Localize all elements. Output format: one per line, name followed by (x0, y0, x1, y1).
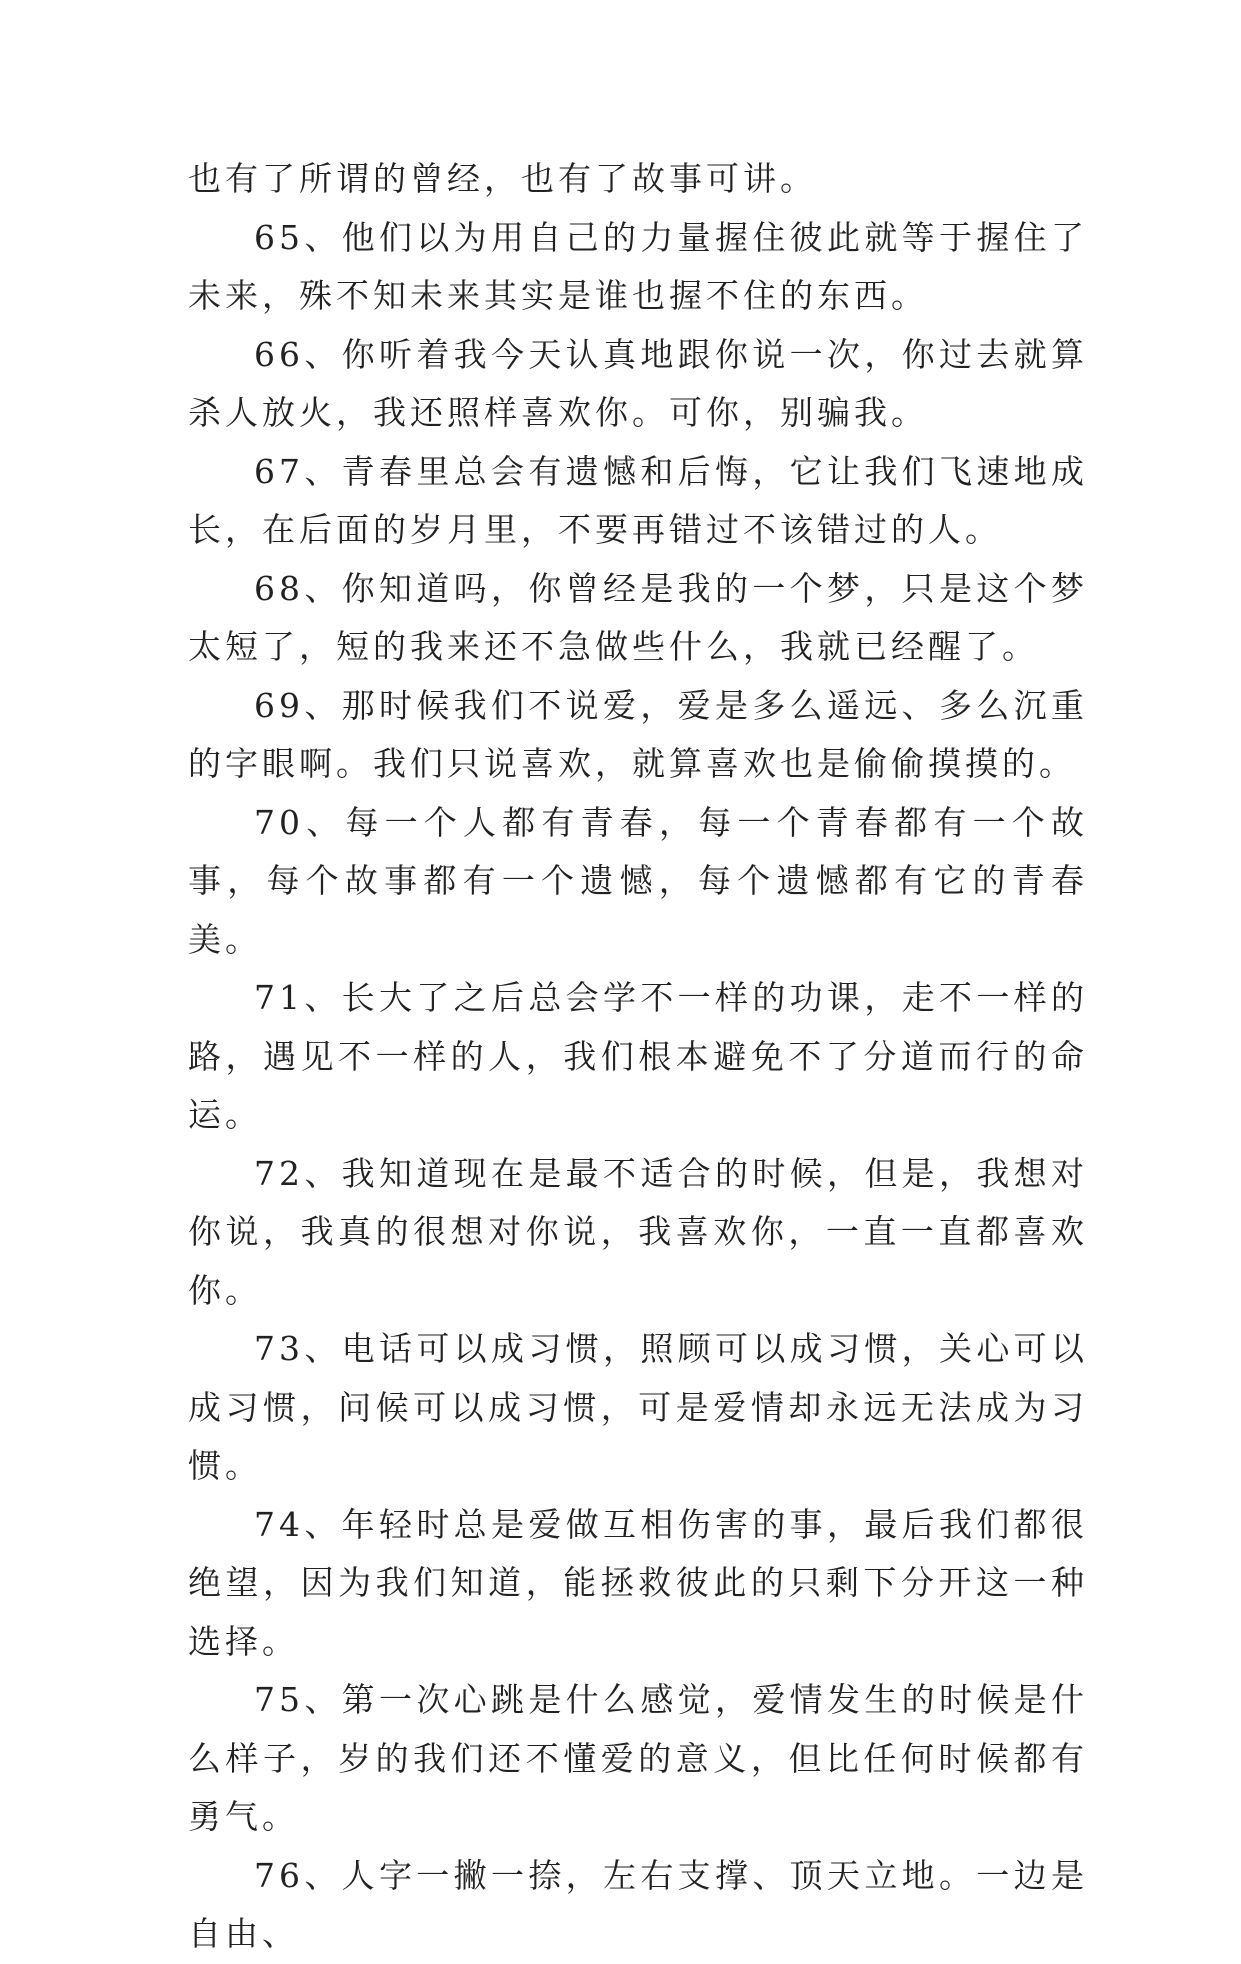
paragraph-72: 72、我知道现在是最不适合的时候，但是，我想对你说，我真的很想对你说，我喜欢你，一直一直都喜欢你。 (188, 1153, 1088, 1310)
paragraph-continuation: 也有了所谓的曾经，也有了故事可讲。 (188, 159, 817, 198)
paragraph-67: 67、青春里总会有遗憾和后悔，它让我们飞速地成长，在后面的岁月里，不要再错过不该错过的人。 (188, 451, 1088, 549)
paragraph-76: 76、人字一撇一捺，左右支撑、顶天立地。一边是自由、 (188, 1855, 1088, 1953)
paragraph-75: 75、第一次心跳是什么感觉，爱情发生的时候是什么样子，岁的我们还不懂爱的意义，但比任何时候都有勇气。 (188, 1680, 1088, 1836)
paragraph-65: 65、他们以为用自己的力量握住彼此就等于握住了未来，殊不知未来其实是谁也握不住的东西。 (188, 217, 1088, 315)
body-text (188, 150, 1088, 1964)
paragraph-69: 69、那时候我们不说爱，爱是多么遥远、多么沉重的字眼啊。我们只说喜欢，就算喜欢也是偷偷摸摸的。 (188, 685, 1088, 783)
paragraph-71: 71、长大了之后总会学不一样的功课，走不一样的路，遇见不一样的人，我们根本避免不了分道而行的命运。 (188, 978, 1088, 1134)
paragraph-74: 74、年轻时总是爱做互相伤害的事，最后我们都很绝望，因为我们知道，能拯救彼此的只剩下分开这一种选择。 (188, 1504, 1088, 1661)
paragraph-66: 66、你听着我今天认真地跟你说一次，你过去就算杀人放火，我还照样喜欢你。可你，别骗我。 (188, 334, 1088, 432)
paragraph-70: 70、每一个人都有青春，每一个青春都有一个故事，每个故事都有一个遗憾，每个遗憾都有它的青春美。 (188, 802, 1088, 959)
paragraph-68: 68、你知道吗，你曾经是我的一个梦，只是这个梦太短了，短的我来还不急做些什么，我就已经醒了。 (188, 568, 1088, 666)
paragraph-73: 73、电话可以成习惯，照顾可以成习惯，关心可以成习惯，问候可以成习惯，可是爱情却永远无法成为习惯。 (188, 1329, 1088, 1485)
